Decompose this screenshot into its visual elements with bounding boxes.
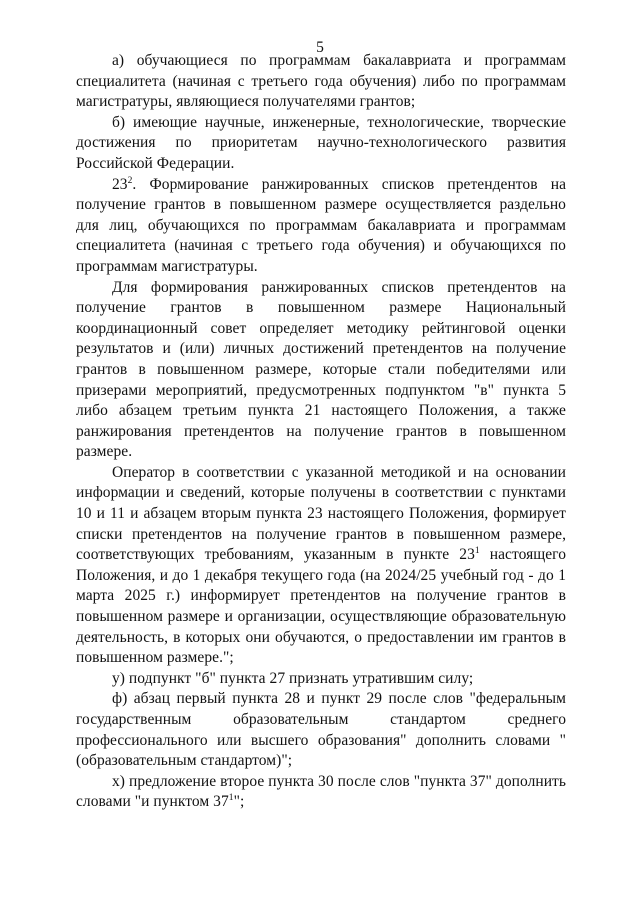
paragraph xyxy=(76,669,566,690)
paragraph xyxy=(76,113,566,175)
paragraph-text: . Формирование ранжированных списков претендентов на получение грантов в повышенном размере осуществляется раздельно для лиц, обучающихся по программам бакалавриата и программам специалитета (начиная с третьего года обучения) и обучающихся по программам магистратуры. xyxy=(76,175,566,275)
paragraph-text: ф) абзац первый пункта 28 и пункт 29 после слов "федеральным государственным образовательным стандартом среднего профессионального или высшего образования" дополнить словами "(образовательным стандартом)"; xyxy=(76,690,566,770)
paragraph xyxy=(76,772,566,813)
paragraph-text: "; xyxy=(233,793,245,811)
paragraph xyxy=(76,689,566,771)
paragraph-text: а) обучающиеся по программам бакалавриата и программам специалитета (начиная с третьего года обучения) либо по программам магистратуры, являющиеся получателями грантов; xyxy=(76,52,566,111)
paragraph-text: 23 xyxy=(112,175,128,193)
paragraph-text: у) подпункт "б" пункта 27 признать утратившим силу; xyxy=(112,669,474,687)
paragraph-text: Для формирования ранжированных списков претендентов на получение грантов в повышенном размере Национальный координационный совет определяет методику рейтинговой оценки результатов и (или) личных достижений претендентов на получение грантов в повышенном размере, которые стали победителями или призерами мероприятий, предусмотренных подпунктом "в" пункта 5 либо абзацем третьим пункта 21 настоящего Положения, а также ранжирования претендентов на получение грантов в повышенном размере. xyxy=(76,278,566,461)
paragraph xyxy=(76,175,566,278)
paragraph xyxy=(76,278,566,463)
paragraph-text: б) имеющие научные, инженерные, технологические, творческие достижения по приоритетам научно-технологического развития Российской Федерации. xyxy=(76,113,566,172)
paragraph-text: Оператор в соответствии с указанной методикой и на основании информации и сведений, которые получены в соответствии с пунктами 10 и 11 и абзацем вторым пункта 23 настоящего Положения, формирует списки претендентов на получение грантов в повышенном размере, соответствующих требованиям, указанным в пункте 23 xyxy=(76,463,566,564)
superscript: 1 xyxy=(474,546,480,557)
page-number: 5 xyxy=(316,39,324,56)
superscript: 1 xyxy=(228,793,234,804)
paragraph xyxy=(76,463,566,669)
superscript: 2 xyxy=(127,175,133,186)
paragraph-text: х) предложение второе пункта 30 после слов "пункта 37" дополнить словами "и пунктом 37 xyxy=(76,772,566,811)
paragraph xyxy=(76,51,566,113)
document-body xyxy=(76,51,566,813)
paragraph-text: настоящего Положения, и до 1 декабря текущего года (на 2024/25 учебный год - до 1 марта 2025 г.) информирует претендентов на получение грантов в повышенном размере и организации, осуществляющие образовательную деятельность, в которых они обучаются, о предоставлении им грантов в повышенном размере."; xyxy=(76,546,566,667)
